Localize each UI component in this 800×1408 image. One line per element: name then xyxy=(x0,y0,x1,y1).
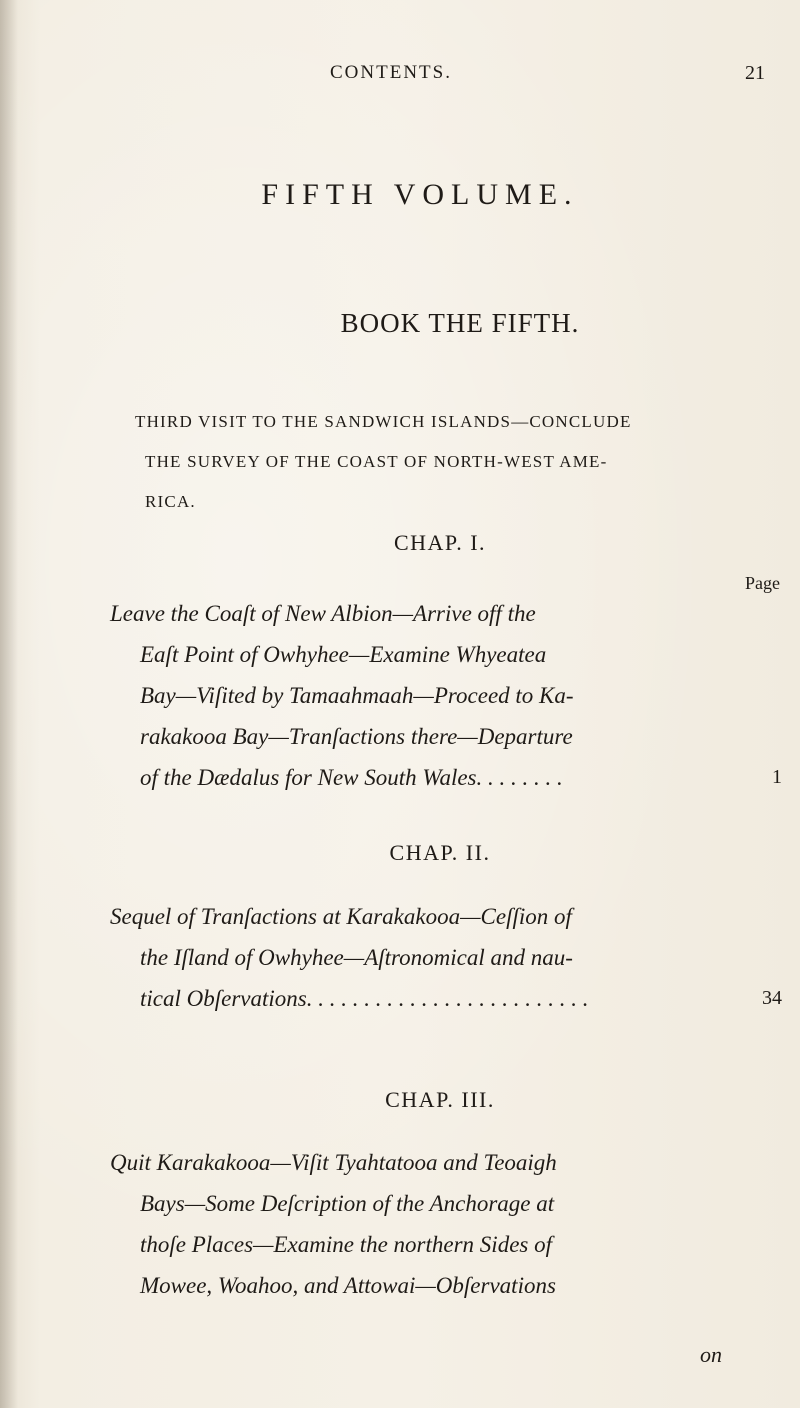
chapter-heading: CHAP. II. xyxy=(389,840,491,865)
book-summary-line: RICA. xyxy=(145,492,196,511)
entry-page-number: 34 xyxy=(762,987,782,1009)
chapter-heading: CHAP. III. xyxy=(385,1087,495,1112)
entry-line: Bays—Some Deſcription of the Anchorage at xyxy=(140,1191,555,1216)
entry-line: Leave the Coaſt of New Albion—Arrive off the xyxy=(110,601,536,626)
entry-line: Quit Karakakooa—Viſit Tyahtatooa and Teoaigh xyxy=(110,1150,557,1175)
entry-line xyxy=(110,757,782,798)
chapter-heading: CHAP. I. xyxy=(393,530,487,555)
entry-text: of the Dædalus for New South Wales. . . . . . . . xyxy=(140,765,563,790)
entry-line: Mowee, Woahoo, and Attowai—Obſervations xyxy=(140,1273,556,1298)
running-head-title: CONTENTS. xyxy=(330,62,452,83)
entry-page-number: 1 xyxy=(772,766,782,788)
entry-line: thoſe Places—Examine the northern Sides of xyxy=(140,1232,553,1257)
chapter-entry xyxy=(110,896,782,1019)
entry-line: Sequel of Tranſactions at Karakakooa—Ceſſion of xyxy=(110,904,572,929)
book-summary-line: THIRD VISIT TO THE SANDWICH ISLANDS—CONCLUDE xyxy=(135,412,632,431)
entry-line: Eaſt Point of Owhyhee—Examine Whyeatea xyxy=(140,642,547,667)
chapter-entry xyxy=(110,593,782,798)
catchword: on xyxy=(700,1342,722,1367)
book-summary-line: THE SURVEY OF THE COAST OF NORTH-WEST AME- xyxy=(145,452,608,471)
entry-line: rakakooa Bay—Tranſactions there—Departure xyxy=(140,724,573,749)
running-head xyxy=(0,62,800,92)
chapter-entry xyxy=(110,1142,782,1306)
entry-line: the Iſland of Owhyhee—Aſtronomical and nau- xyxy=(140,945,573,970)
entry-line xyxy=(110,978,782,1019)
page-column-label: Page xyxy=(745,573,780,593)
entry-line: Bay—Viſited by Tamaahmaah—Proceed to Ka- xyxy=(140,683,574,708)
running-head-page-number: 21 xyxy=(745,62,765,84)
entry-text: tical Obſervations. . . . . . . . . . . . . . . . . . . . . . . . . xyxy=(140,986,589,1011)
volume-title: FIFTH VOLUME. xyxy=(261,178,579,211)
book-title: BOOK THE FIFTH. xyxy=(340,308,580,338)
book-summary xyxy=(135,402,785,522)
